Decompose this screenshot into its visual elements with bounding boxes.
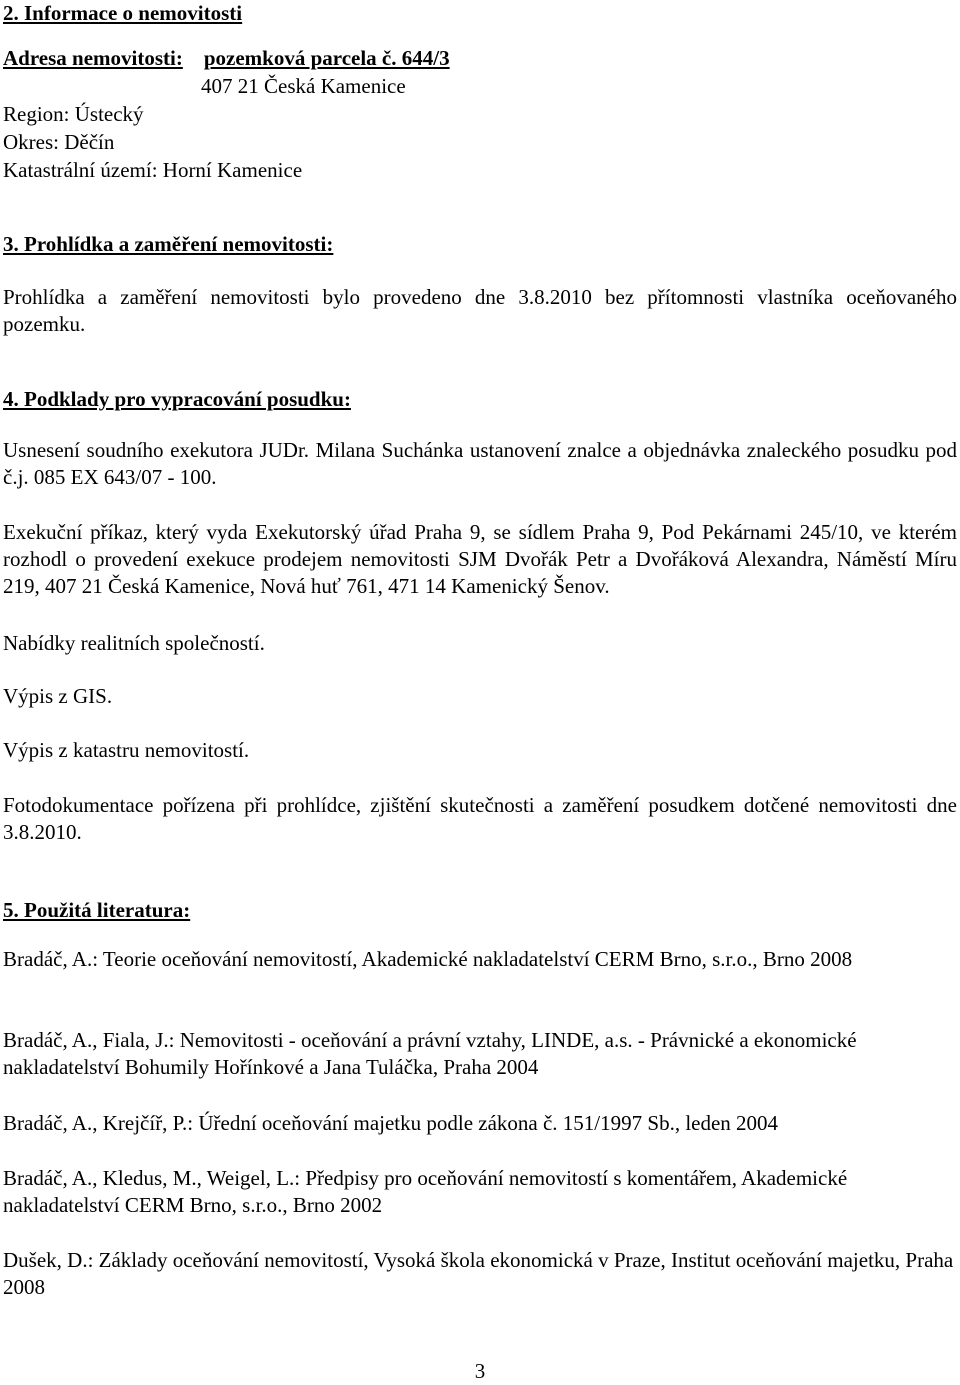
reference-4: Bradáč, A., Kledus, M., Weigel, L.: Předpisy pro oceňování nemovitostí s komentářem, Akademické nakladatelství CERM Brno, s.r.o., Brno 2002 [3,1166,848,1217]
reference-3: Bradáč, A., Krejčíř, P.: Úřední oceňování majetku podle zákona č. 151/1997 Sb., leden 2004 [3,1111,779,1135]
page-number: 3 [474,1359,486,1383]
cadastral-line: Katastrální území: Horní Kamenice [3,158,303,182]
section-5-heading: 5. Použitá literatura: [3,898,191,922]
address-label: Adresa nemovitosti: [3,46,183,70]
source-paragraph-4: Výpis z GIS. [3,684,113,708]
section-2-heading: 2. Informace o nemovitosti [3,1,243,25]
district-line: Okres: Děčín [3,130,115,154]
inspection-paragraph: Prohlídka a zaměření nemovitosti bylo provedeno dne 3.8.2010 bez přítomnosti vlastníka oceňovaného pozemku. [3,285,957,336]
reference-2: Bradáč, A., Fiala, J.: Nemovitosti - oceňování a právní vztahy, LINDE, a.s. - Právnické a ekonomické nakladatelství Bohumily Hořínkové a Jana Tuláčka, Praha 2004 [3,1028,857,1079]
reference-1: Bradáč, A.: Teorie oceňování nemovitostí, Akademické nakladatelství CERM Brno, s.r.o., Brno 2008 [3,947,853,971]
reference-5: Dušek, D.: Základy oceňování nemovitostí, Vysoká škola ekonomická v Praze, Institut oceňování majetku, Praha 2008 [3,1248,954,1299]
section-3-heading: 3. Prohlídka a zaměření nemovitosti: [3,232,334,256]
source-paragraph-2: Exekuční příkaz, který vyda Exekutorský úřad Praha 9, se sídlem Praha 9, Pod Pekárnami 245/10, ve kterém rozhodl o provedení exekuce prodejem nemovitosti SJM Dvořák Petr a Dvořáková Alexandra, Náměstí Míru 219, 407 21 Česká Kamenice, Nová huť 761, 471 14 Kamenický Šenov. [3,520,957,598]
source-paragraph-3: Nabídky realitních společností. [3,631,265,655]
address-line [3,45,957,72]
source-paragraph-5: Výpis z katastru nemovitostí. [3,738,250,762]
source-paragraph-6: Fotodokumentace pořízena při prohlídce, zjištění skutečnosti a zaměření posudkem dotčené nemovitosti dne 3.8.2010. [3,793,957,844]
source-paragraph-1: Usnesení soudního exekutora JUDr. Milana Suchánka ustanovení znalce a objednávka znaleckého posudku pod č.j. 085 EX 643/07 - 100. [3,438,957,489]
region-line: Region: Ústecký [3,102,144,126]
address-line-2 [3,73,957,100]
section-4-heading: 4. Podklady pro vypracování posudku: [3,387,351,411]
address-value: pozemková parcela č. 644/3 [203,46,450,70]
address-city: 407 21 Česká Kamenice [201,74,406,98]
